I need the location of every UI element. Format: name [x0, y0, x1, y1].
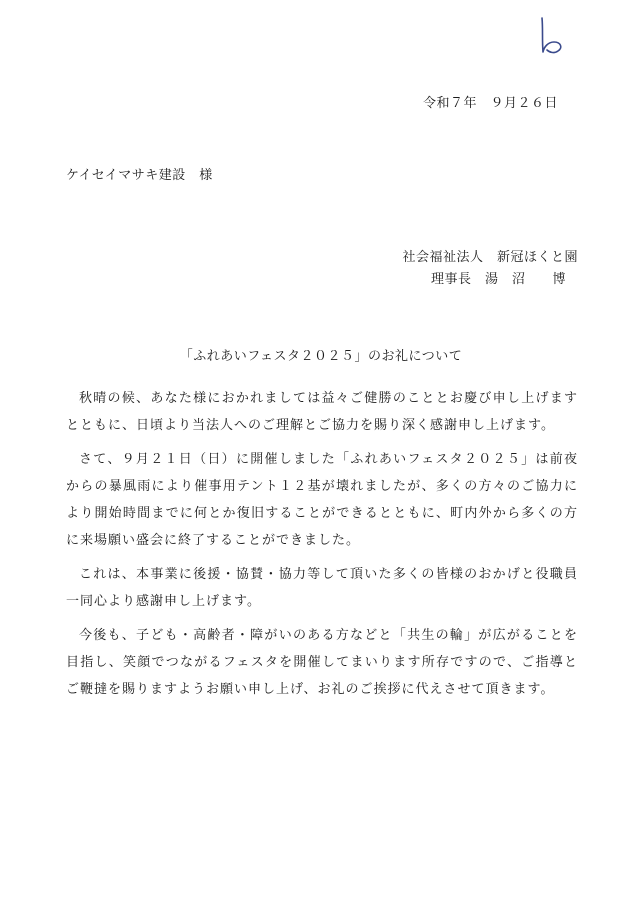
recipient-name: ケイセイマサキ建設 様: [66, 168, 213, 183]
letter-body: [66, 385, 578, 710]
body-paragraph: 今後も、子ども・高齢者・障がいのある方などと「共生の輪」が広がることを目指し、笑顔でつながるフェスタを開催してまいります所存ですので、ご指導とご鞭撻を賜りますようお願い申し上げ、お礼のご挨拶に代えさせて頂きます。: [66, 628, 578, 697]
handwritten-initial-mark-icon: [532, 14, 572, 60]
body-paragraph: 秋晴の候、あなた様におかれましては益々ご健勝のこととお慶び申し上げますとともに、日頃より当法人へのご理解とご協力を賜り深く感謝申し上げます。: [66, 391, 578, 433]
sender-representative: 理事長 湯 沼 博: [430, 272, 566, 287]
sender-block: [402, 247, 578, 291]
letter-subject: 「ふれあいフェスタ２０２５」のお礼について: [179, 349, 463, 364]
letter-date: 令和７年 ９月２６日: [422, 96, 558, 111]
body-paragraph: これは、本事業に後援・協賛・協力等して頂いた多くの皆様のおかげと役職員一同心より感謝申し上げます。: [66, 567, 578, 609]
body-paragraph: さて、９月２１日（日）に開催しました「ふれあいフェスタ２０２５」は前夜からの暴風雨により催事用テント１２基が壊れましたが、多くの方々のご協力により開始時間までに何とか復旧することができるとともに、町内外から多くの方に来場願い盛会に終了することができました。: [66, 452, 578, 548]
sender-organization: 社会福祉法人 新冠ほくと園: [402, 250, 578, 265]
